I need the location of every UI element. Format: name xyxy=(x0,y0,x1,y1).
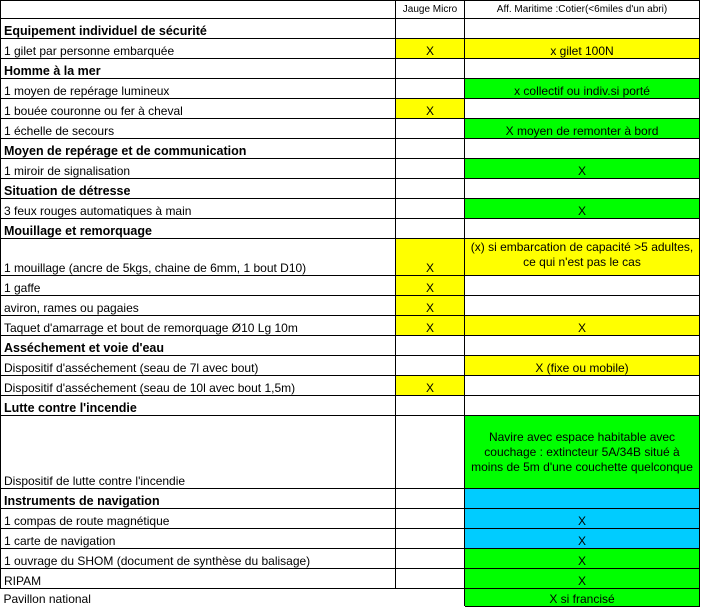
section-row xyxy=(1,489,700,509)
aff-maritime-cell: X xyxy=(465,569,700,589)
jauge-micro-cell xyxy=(396,509,465,529)
aff-maritime-cell xyxy=(465,296,700,316)
jauge-micro-cell xyxy=(396,356,465,376)
table-row xyxy=(1,159,700,179)
table-row xyxy=(1,316,700,336)
equipment-label: aviron, rames ou pagaies xyxy=(1,296,396,316)
table-row xyxy=(1,119,700,139)
aff-maritime-cell: (x) si embarcation de capacité >5 adultes, ce qui n'est pas le cas xyxy=(465,239,700,276)
aff-maritime-cell: X xyxy=(465,199,700,219)
equipment-label: Dispositif de lutte contre l'incendie xyxy=(1,416,396,489)
aff-maritime-cell: X xyxy=(465,509,700,529)
aff-maritime-cell: X xyxy=(465,159,700,179)
aff-maritime-cell xyxy=(465,376,700,396)
table-row xyxy=(1,199,700,219)
equipment-label: 1 gilet par personne embarquée xyxy=(1,39,396,59)
jauge-micro-cell xyxy=(396,179,465,199)
jauge-micro-cell xyxy=(396,589,465,607)
aff-maritime-cell xyxy=(465,336,700,356)
aff-maritime-cell xyxy=(465,179,700,199)
jauge-micro-cell xyxy=(396,199,465,219)
section-row xyxy=(1,336,700,356)
aff-maritime-cell: X xyxy=(465,549,700,569)
jauge-micro-cell xyxy=(396,59,465,79)
table-row xyxy=(1,416,700,489)
equipment-label: 1 moyen de repérage lumineux xyxy=(1,79,396,99)
aff-maritime-cell: X si francisé xyxy=(465,589,700,607)
table-row xyxy=(1,39,700,59)
section-heading: Instruments de navigation xyxy=(1,489,396,509)
equipment-label: 1 carte de navigation xyxy=(1,529,396,549)
jauge-micro-cell: X xyxy=(396,239,465,276)
section-row xyxy=(1,219,700,239)
table-row xyxy=(1,99,700,119)
jauge-micro-cell: X xyxy=(396,296,465,316)
section-heading: Lutte contre l'incendie xyxy=(1,396,396,416)
table-row xyxy=(1,529,700,549)
header-cell-jauge-micro: Jauge Micro xyxy=(396,1,465,19)
jauge-micro-cell xyxy=(396,19,465,39)
jauge-micro-cell xyxy=(396,416,465,489)
jauge-micro-cell xyxy=(396,549,465,569)
aff-maritime-cell: X xyxy=(465,529,700,549)
aff-maritime-cell xyxy=(465,219,700,239)
section-heading: Mouillage et remorquage xyxy=(1,219,396,239)
jauge-micro-cell xyxy=(396,219,465,239)
jauge-micro-cell xyxy=(396,119,465,139)
equipment-label: RIPAM xyxy=(1,569,396,589)
equipment-label: Taquet d'amarrage et bout de remorquage Ø10 Lg 10m xyxy=(1,316,396,336)
aff-maritime-cell: X xyxy=(465,316,700,336)
jauge-micro-cell xyxy=(396,489,465,509)
jauge-micro-cell: X xyxy=(396,276,465,296)
equipment-label: 1 mouillage (ancre de 5kgs, chaine de 6mm, 1 bout D10) xyxy=(1,239,396,276)
aff-maritime-cell xyxy=(465,19,700,39)
jauge-micro-cell xyxy=(396,396,465,416)
section-heading: Asséchement et voie d'eau xyxy=(1,336,396,356)
aff-maritime-cell: x collectif ou indiv.si porté xyxy=(465,79,700,99)
jauge-micro-cell xyxy=(396,79,465,99)
section-row xyxy=(1,59,700,79)
section-heading: Homme à la mer xyxy=(1,59,396,79)
jauge-micro-cell xyxy=(396,139,465,159)
equipment-label: Dispositif d'asséchement (seau de 10l avec bout 1,5m) xyxy=(1,376,396,396)
aff-maritime-cell xyxy=(465,489,700,509)
equipment-label: Dispositif d'asséchement (seau de 7l avec bout) xyxy=(1,356,396,376)
aff-maritime-cell xyxy=(465,59,700,79)
table-row xyxy=(1,549,700,569)
equipment-label: 1 ouvrage du SHOM (document de synthèse du balisage) xyxy=(1,549,396,569)
equipment-label: 1 gaffe xyxy=(1,276,396,296)
table-row xyxy=(1,296,700,316)
table-row xyxy=(1,356,700,376)
aff-maritime-cell: X (fixe ou mobile) xyxy=(465,356,700,376)
table-row xyxy=(1,239,700,276)
aff-maritime-cell: X moyen de remonter à bord xyxy=(465,119,700,139)
aff-maritime-cell xyxy=(465,396,700,416)
section-row xyxy=(1,19,700,39)
jauge-micro-cell xyxy=(396,569,465,589)
jauge-micro-cell xyxy=(396,159,465,179)
jauge-micro-cell: X xyxy=(396,376,465,396)
aff-maritime-cell xyxy=(465,276,700,296)
equipment-label: 3 feux rouges automatiques à main xyxy=(1,199,396,219)
table-row xyxy=(1,376,700,396)
section-heading: Situation de détresse xyxy=(1,179,396,199)
aff-maritime-cell: x gilet 100N xyxy=(465,39,700,59)
equipment-label: 1 miroir de signalisation xyxy=(1,159,396,179)
header-cell-aff-maritime: Aff. Maritime :Cotier(<6miles d'un abri) xyxy=(465,1,700,19)
table-row xyxy=(1,276,700,296)
section-row xyxy=(1,139,700,159)
aff-maritime-cell xyxy=(465,99,700,119)
section-row xyxy=(1,179,700,199)
equipment-label: 1 échelle de secours xyxy=(1,119,396,139)
equipment-label: 1 bouée couronne ou fer à cheval xyxy=(1,99,396,119)
section-row xyxy=(1,396,700,416)
jauge-micro-cell xyxy=(396,336,465,356)
jauge-micro-cell xyxy=(396,529,465,549)
aff-maritime-cell: Navire avec espace habitable avec couchage : extincteur 5A/34B situé à moins de 5m d'une couchette quelconque xyxy=(465,416,700,489)
header-cell-item xyxy=(1,1,396,19)
table-row xyxy=(1,79,700,99)
jauge-micro-cell: X xyxy=(396,316,465,336)
section-heading: Equipement individuel de sécurité xyxy=(1,19,396,39)
jauge-micro-cell: X xyxy=(396,39,465,59)
equipment-label: Pavillon national xyxy=(1,589,396,607)
equipment-label: 1 compas de route magnétique xyxy=(1,509,396,529)
jauge-micro-cell: X xyxy=(396,99,465,119)
aff-maritime-cell xyxy=(465,139,700,159)
table-body xyxy=(1,1,700,607)
table-row xyxy=(1,509,700,529)
table-row xyxy=(1,589,700,607)
header-row xyxy=(1,1,700,19)
section-heading: Moyen de repérage et de communication xyxy=(1,139,396,159)
table-row xyxy=(1,569,700,589)
